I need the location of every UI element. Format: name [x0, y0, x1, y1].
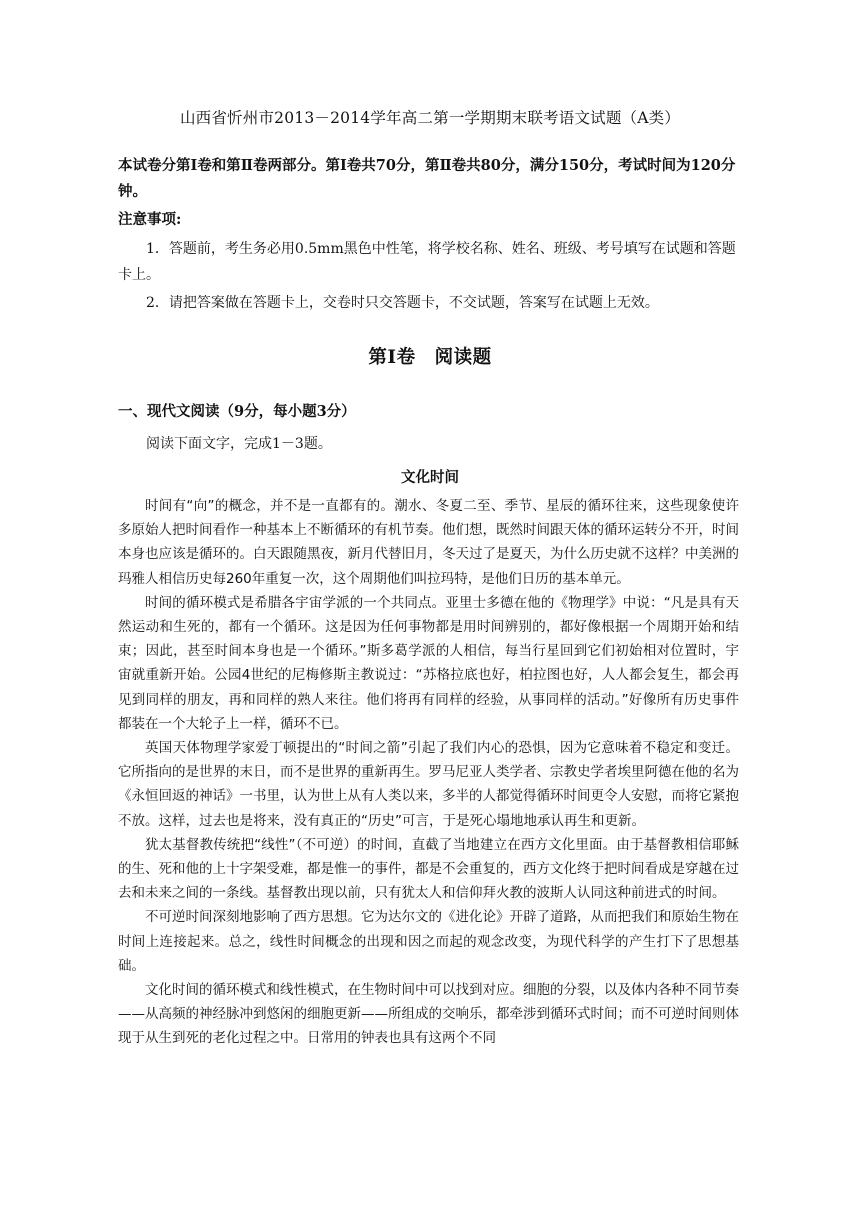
part-title: 第Ⅰ卷 阅读题 — [368, 347, 492, 368]
article-paragraph: 犹太基督教传统把“线性”（不可逆）的时间，直截了当地建立在西方文化里面。由于基督教相信耶稣的生、死和他的上十字架受难，都是惟一的事件，都是不会重复的，西方文化终于把时间看成是穿越在过去和未来之间的一条线。基督教出现以前，只有犹太人和信仰拜火教的波斯人认同这种前进式的时间。 — [118, 836, 739, 902]
article-title: 文化时间 — [401, 469, 459, 486]
article-paragraph: 时间的循环模式是希腊各宇宙学派的一个共同点。亚里士多德在他的《物理学》中说：“凡是具有天然运动和生死的，都有一个循环。这是因为任何事物都是用时间辨别的，都好像根据一个周期开始和结束；因此，甚至时间本身也是一个循环。”斯多葛学派的人相信，每当行星回到它们初始相对位置时，宇宙就重新开始。公园4世纪的尼梅修斯主教说过：“苏格拉底也好，柏拉图也好，人人都会复生，都会再见到同样的朋友，再和同样的熟人来往。他们将再有同样的经验，从事同样的活动。”好像所有历史事件都装在一个大轮子上一样，循环不已。 — [118, 594, 739, 732]
section-heading: 一、现代文阅读（9分，每小题3分） — [118, 403, 356, 420]
reading-instruction: 阅读下面文字，完成1－3题。 — [146, 436, 332, 452]
article-paragraph: 不可逆时间深刻地影响了西方思想。它为达尔文的《进化论》开辟了道路，从而把我们和原始生物在时间上连接起来。总之，线性时间概念的出现和因之而起的观念改变，为现代科学的产生打下了思想基础。 — [118, 909, 739, 974]
article-paragraph: 时间有“向”的概念，并不是一直都有的。潮水、冬夏二至、季节、星辰的循环往来，这些现象使许多原始人把时间看作一种基本上不断循环的有机节奏。他们想，既然时间跟天体的循环运转分不开，时间本身也应该是循环的。白天跟随黑夜，新月代替旧月，冬天过了是夏天，为什么历史就不这样？中美洲的玛雅人相信历史每260年重复一次，这个周期他们叫拉玛特，是他们日历的基本单元。 — [118, 498, 739, 587]
exam-title: 山西省忻州市2013－2014学年高二第一学期期末联考语文试题（A类） — [179, 109, 681, 127]
article-body — [118, 494, 739, 1051]
notice-item: 2．请把答案做在答题卡上，交卷时只交答题卡，不交试题，答案写在试题上无效。 — [146, 295, 659, 311]
notice-heading: 注意事项: — [118, 211, 182, 228]
article-paragraph: 文化时间的循环模式和线性模式，在生物时间中可以找到对应。细胞的分裂，以及体内各种不同节奏——从高频的神经脉冲到悠闲的细胞更新——所组成的交响乐，都牵涉到循环式时间；而不可逆时间则体现于从生到死的老化过程之中。日常用的钟表也具有这两个不同 — [118, 982, 739, 1047]
notice-item: 1．答题前，考生务必用0.5mm黑色中性笔，将学校名称、姓名、班级、考号填写在试题和答题卡上。 — [118, 241, 736, 283]
article-paragraph: 英国天体物理学家爱丁顿提出的“时间之箭”引起了我们内心的恐惧，因为它意味着不稳定和变迁。它所指向的是世界的末日，而不是世界的重新再生。罗马尼亚人类学者、宗教史学者埃里阿德在他的名为《永恒回返的神话》一书里，认为世上从有人类以来，多半的人都觉得循环时间更令人安慰，而将它紧抱不放。这样，过去也是将来，没有真正的“历史”可言，于是死心塌地地承认再生和更新。 — [118, 740, 739, 829]
exam-intro: 本试卷分第Ⅰ卷和第Ⅱ卷两部分。第Ⅰ卷共70分，第Ⅱ卷共80分，满分150分，考试时间为120分钟。 — [118, 157, 736, 200]
